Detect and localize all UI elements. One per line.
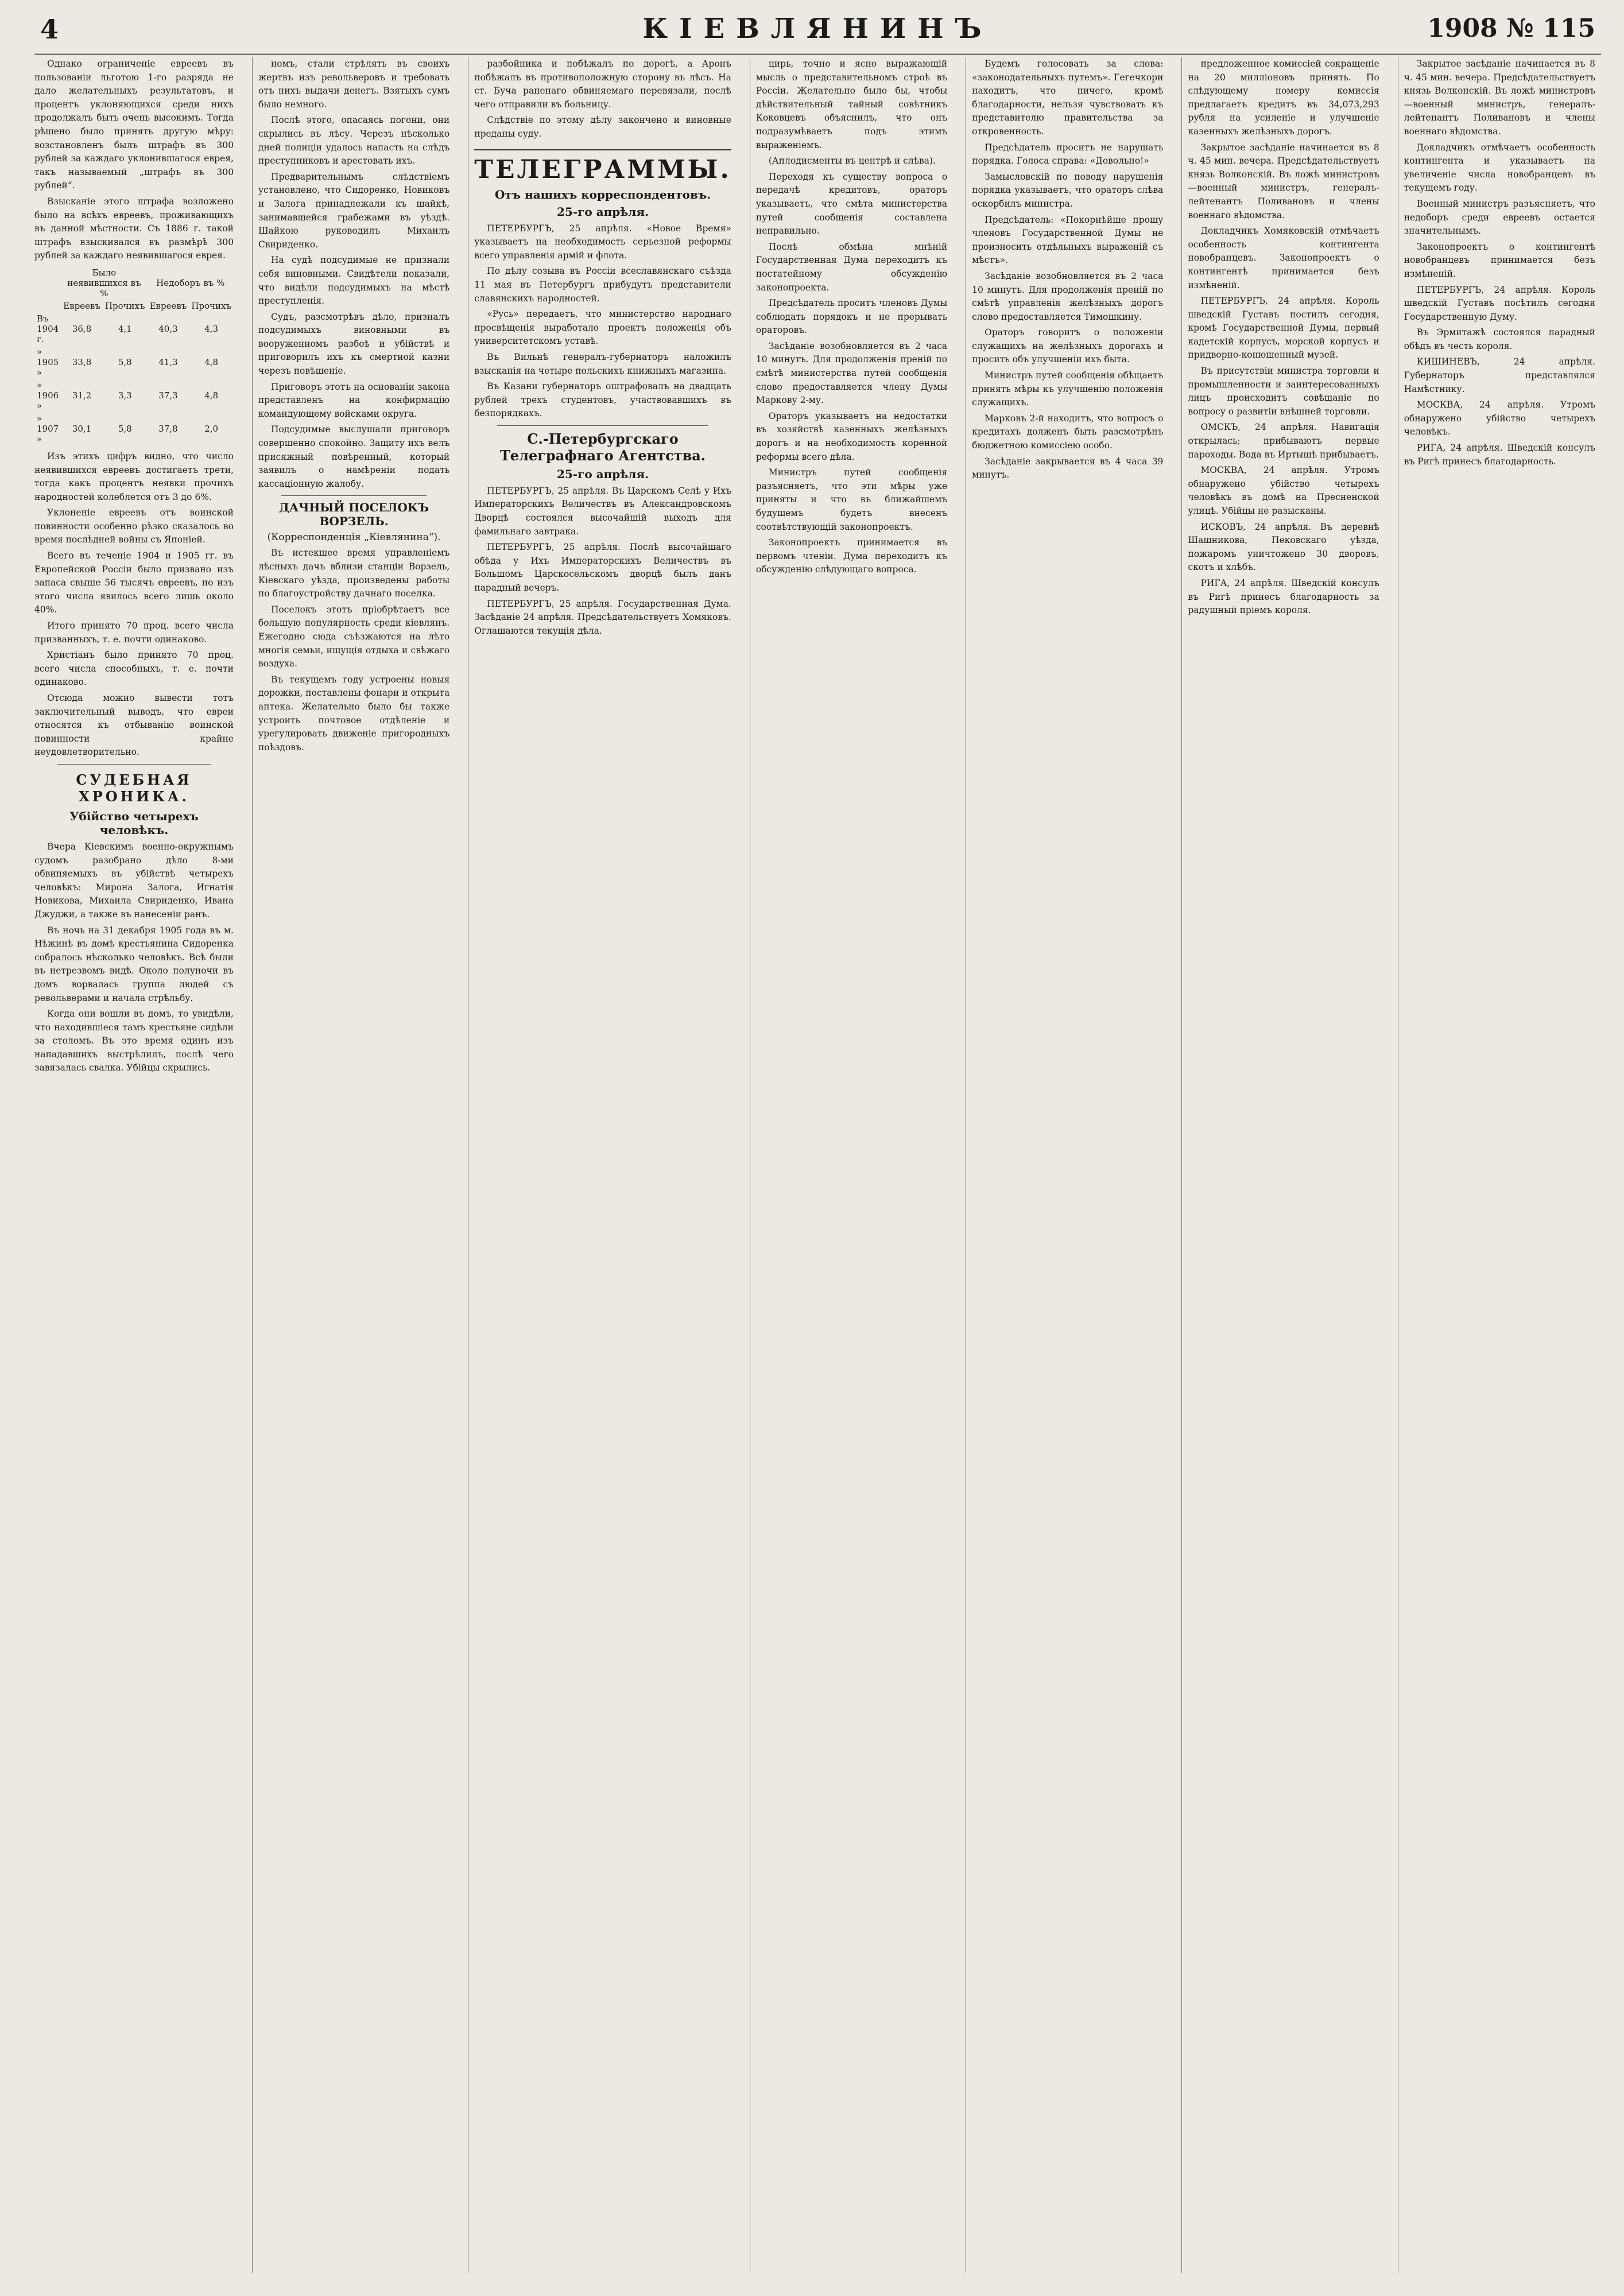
article-paragraph: ПЕТЕРБУРГЪ, 25 апрѣля. «Новое Время» указываетъ на необходимость серьезной реформы всего управленія армій и флота.: [474, 223, 731, 261]
article-paragraph: предложенное комиссіей сокращеніе на 20 милліоновъ принять. По слѣдующему номеру комиссія предлагаетъ кредитъ въ 34,073,293 рубля на усиленіе и улучшеніе казенныхъ желѣзныхъ дорогъ.: [1188, 59, 1379, 137]
table-header: Евреевъ: [63, 300, 100, 311]
article-paragraph: Итого принято 70 проц. всего числа призванныхъ, т. е. почти одинаково.: [34, 620, 234, 645]
article-paragraph: Предсѣдатель проситъ членовъ Думы соблюдать порядокъ и не прерывать ораторовъ.: [755, 298, 948, 336]
article-paragraph: Засѣданіе возобновляется въ 2 часа 10 минутъ. Для продолженія преній по смѣтѣ управленія желѣзныхъ дорогъ слово предоставляется Тимошкину.: [972, 270, 1164, 322]
article-paragraph: Марковъ 2-й находитъ, что вопросъ о кредитахъ долженъ быть разсмотрѣнъ бюджетною комиссіею особо.: [972, 413, 1164, 451]
article-paragraph: Взысканіе этого штрафа возложено было на всѣхъ евреевъ, проживающихъ въ данной мѣстности. Съ 1886 г. такой штрафъ взыскивался въ размѣрѣ 300 рублей за каждаго неявившагося еврея.: [34, 196, 234, 261]
column-4: [750, 57, 953, 2273]
article-paragraph: Министръ путей сообщенія разъясняетъ, что эти мѣры уже приняты и что въ ближайшемъ будущемъ будетъ внесенъ соотвѣтствующій законопроектъ.: [755, 467, 948, 532]
article-paragraph: Ораторъ говоритъ о положеніи служащихъ на желѣзныхъ дорогахъ и просить объ улучшеніи ихъ быта.: [972, 327, 1164, 365]
column-3: [468, 57, 737, 2273]
column-6: [1181, 57, 1385, 2273]
divider: [281, 495, 427, 496]
masthead-title: КІЕВЛЯНИНЪ: [642, 13, 993, 45]
article-paragraph: МОСКВА, 24 апрѣля. Утромъ обнаружено убійство четырехъ человѣкъ.: [1404, 400, 1595, 437]
article-paragraph: Ораторъ указываетъ на недостатки въ хозяйствѣ казенныхъ желѣзныхъ дорогъ и на необходимость коренной реформы всего дѣла.: [755, 410, 948, 462]
article-paragraph: Христіанъ было принято 70 проц. всего числа способныхъ, т. е. почти одинаково.: [34, 650, 234, 688]
article-paragraph: Въ Вильнѣ генералъ-губернаторъ наложилъ взысканія на четыре польскихъ книжныхъ магазина.: [474, 351, 731, 376]
article-paragraph: Поселокъ этотъ пріобрѣтаетъ все большую популярность среди кіевлянъ. Ежегодно сюда съѣзжаются на лѣто многія семьи, ищущія отдыха и свѣжаго воздуха.: [258, 604, 450, 669]
article-paragraph: Послѣ этого, опасаясь погони, они скрылись въ лѣсу. Черезъ нѣсколько дней полиціи удалось напасть на слѣдъ преступниковъ и арестовать ихъ.: [258, 115, 450, 166]
dateline: 25-го апрѣля.: [556, 204, 649, 219]
article-paragraph: Переходя къ существу вопроса о передачѣ кредитовъ, ораторъ указываетъ, что смѣта министерства путей сообщенія составлена неправильно.: [755, 171, 948, 236]
article-paragraph: Слѣдствіе по этому дѣлу закончено и виновные преданы суду.: [474, 115, 731, 139]
divider: [497, 425, 708, 426]
article-paragraph: Въ Казани губернаторъ оштрафовалъ на двадцать рублей трехъ студентовъ, участвовавшихъ въ безпорядкахъ.: [474, 381, 731, 419]
article-paragraph: РИГА, 24 апрѣля. Шведскій консулъ въ Ригѣ принесъ благодарность за радушный пріемъ короля.: [1188, 577, 1379, 616]
section-title: СУДЕБНАЯ ХРОНИКА.: [76, 771, 192, 805]
article-paragraph: Засѣданіе закрывается въ 4 часа 39 минутъ.: [972, 456, 1164, 480]
article-paragraph: На судѣ подсудимые не признали себя виновными. Свидѣтели показали, что видѣли подсудимыхъ на мѣстѣ преступленія.: [258, 255, 450, 307]
article-subtitle: (Корреспонденція „Кіевлянина“).: [267, 532, 441, 544]
article-paragraph: Всего въ теченіе 1904 и 1905 гг. въ Европейской Россіи было призвано изъ запаса свыше 56 тысячъ евреевъ, но изъ этого числа явилось всего лишь около 40%.: [34, 550, 234, 615]
article-paragraph: Предсѣдатель проситъ не нарушать порядка. Голоса справа: «Довольно!»: [972, 142, 1164, 166]
column-2: [252, 57, 455, 2273]
article-paragraph: номъ, стали стрѣлять въ своихъ жертвъ изъ револьверовъ и требовать отъ нихъ выдачи денегъ. Взятыхъ сумъ было немного.: [258, 59, 450, 110]
issue-number: 1908 № 115: [1427, 14, 1595, 43]
article-paragraph: ПЕТЕРБУРГЪ, 24 апрѣля. Король шведскій Густавъ посѣтилъ сегодня Государственную Думу.: [1404, 284, 1595, 322]
column-1: [34, 57, 239, 2273]
article-paragraph: Когда они вошли въ домъ, то увидѣли, что находившіеся тамъ крестьяне сидѣли за столомъ. Въ это время одинъ изъ нападавшихъ выстрѣлилъ, послѣ чего завязалась свалка. Убійцы скрылись.: [34, 1009, 234, 1073]
agency-heading: С.-Петербургскаго Телеграфнаго Агентства.: [499, 430, 706, 464]
article-paragraph: Законопроектъ принимается въ первомъ чтеніи. Дума переходитъ къ обсужденію слѣдующаго вопроса.: [755, 537, 948, 575]
article-paragraph: Отсюда можно вывести тотъ заключительный выводъ, что евреи относятся къ отбыванію воинской повинности крайне неудовлетворительно.: [34, 693, 234, 758]
table-group-row: [34, 266, 234, 300]
page-header: [34, 10, 1601, 55]
article-paragraph: разбойника и побѣжалъ по дорогѣ, а Аронъ побѣжалъ въ противоположную сторону въ лѣсъ. На ст. Буча раненаго обвиняемаго перевязали, послѣ чего отправили въ больницу.: [474, 59, 731, 110]
article-paragraph: Въ присутствіи министра торговли и промышленности и заинтересованныхъ лицъ происходитъ совѣщаніе по вопросу о развитіи внѣшней торговли.: [1188, 366, 1379, 417]
table-row: » 1907 » 30,1 5,8 37,8 2,0: [37, 413, 219, 444]
telegrams-subheading: Отъ нашихъ корреспондентовъ.: [494, 187, 711, 201]
article-paragraph: (Аплодисменты въ центрѣ и слѣва).: [768, 156, 936, 166]
divider: [57, 764, 211, 765]
table-header: Прочихъ: [104, 300, 145, 311]
article-paragraph: Подсудимые выслушали приговоръ совершенно спокойно. Защиту ихъ велъ присяжный повѣренный, который заявилъ о намѣреніи подать кассаціонную жалобу.: [258, 424, 450, 489]
article-paragraph: Въ ночь на 31 декабря 1905 года въ м. Нѣжинѣ въ домѣ крестьянина Сидоренка собралось нѣсколько человѣкъ. Всѣ были въ нетрезвомъ видѣ. Около полуночи въ домъ ворвалась группа людей съ револьверами и начала стрѣльбу.: [34, 925, 234, 1003]
article-paragraph: ИСКОВЪ, 24 апрѣля. Въ деревнѣ Шашникова, Пековскаго уѣзда, пожаромъ уничтожено 30 дворовъ, скотъ и хлѣбъ.: [1188, 521, 1379, 573]
article-paragraph: Засѣданіе возобновляется въ 2 часа 10 минутъ. Для продолженія преній по смѣтѣ министерства путей сообщенія слово предоставляется члену Думы Маркову 2-му.: [755, 340, 948, 406]
article-paragraph: Изъ этихъ цифръ видно, что число неявившихся евреевъ достигаетъ трети, тогда какъ процентъ неявки прочихъ народностей колеблется отъ 3 до 6%.: [34, 451, 234, 502]
telegrams-heading: ТЕЛЕГРАММЫ.: [474, 149, 731, 184]
table-row: » 1905 » 33,8 5,8 41,3 4,8: [37, 346, 219, 378]
table-header: Прочихъ: [191, 300, 231, 311]
article-paragraph: Предварительнымъ слѣдствіемъ установлено, что Сидоренко, Новиковъ и Залога принадлежали къ шайкѣ, занимавшейся грабежами въ уѣздѣ. Шайкою руководилъ Михаилъ Свириденко.: [258, 171, 450, 250]
column-5: [966, 57, 1169, 2273]
article-paragraph: ПЕТЕРБУРГЪ, 24 апрѣля. Король шведскій Густавъ постилъ сегодня, кромѣ Государственной Думы, первый кадетскій корпусъ, морской корпусъ и придворно-конюшенный музей.: [1188, 296, 1379, 360]
article-paragraph: Приговоръ этотъ на основаніи закона представленъ на конфирмацію командующему войсками округа.: [258, 381, 450, 419]
article-paragraph: цирь, точно и ясно выражающій мысль о представительномъ строѣ въ Россіи. Желательно было бы, чтобы дѣйствительный тайный совѣтникъ Коковцевъ объяснилъ, что онъ подразумѣваетъ подъ этимъ выраженіемъ.: [755, 59, 948, 150]
article-paragraph: Послѣ обмѣна мнѣній Государственная Дума переходитъ къ постатейному обсужденію законопроекта.: [755, 241, 948, 293]
article-paragraph: Вчера Кіевскимъ военно-окружнымъ судомъ разобрано дѣло 8-ми обвиняемыхъ въ убійствѣ четырехъ человѣкъ: Мирона Залога, Игнатія Новикова, Михаила Свириденко, Ивана Джуджи, а также въ нанесеніи ранъ.: [34, 841, 234, 920]
table-header-row: [34, 300, 234, 312]
article-paragraph: Министръ путей сообщенія обѣщаетъ принять мѣры къ улучшенію положенія служащихъ.: [972, 370, 1164, 408]
table-row: Въ 1904 г. 36,8 4,1 40,3 4,3: [37, 313, 219, 344]
article-paragraph: Въ истекшее время управленіемъ лѣсныхъ дачъ вблизи станціи Ворзель, Кіевскаго уѣзда, произведены работы по благоустройству дачнаго поселка.: [258, 548, 450, 599]
article-paragraph: Въ текущемъ году устроены новыя дорожки, поставлены фонари и открыта аптека. Желательно было бы также устроить почтовое отдѣленіе и урегулировать движеніе пригородныхъ поѣздовъ.: [258, 674, 450, 753]
article-paragraph: Закрытое засѣданіе начинается въ 8 ч. 45 мин. вечера. Предсѣдательствуетъ князь Волконскій. Въ ложѣ министровъ—военный министръ, генералъ-лейтенантъ Поливановъ и члены военнаго вѣдомства.: [1188, 142, 1379, 220]
article-paragraph: КИШИНЕВЪ, 24 апрѣля. Губернаторъ представлялся Намѣстнику.: [1404, 356, 1595, 394]
article-paragraph: МОСКВА, 24 апрѣля. Утромъ обнаружено убійство четырехъ человѣкъ въ домѣ на Пресненской улицѣ. Убійцы не разысканы.: [1188, 465, 1379, 516]
columns: [34, 57, 1601, 2273]
dateline: 25-го апрѣля.: [556, 467, 649, 481]
article-paragraph: Предсѣдатель: «Покорнѣйше прошу членовъ Государственной Думы не произносить отдѣльныхъ выраженій съ мѣстъ».: [972, 214, 1164, 266]
article-paragraph: РИГА, 24 апрѣля. Шведскій консулъ въ Ригѣ принесъ благодарность.: [1404, 443, 1595, 467]
table-header: Евреевъ: [149, 300, 187, 311]
article-paragraph: Докладчикъ Хомяковскій отмѣчаетъ особенность контингента новобранцевъ. Законопроектъ о контингентѣ принимается безъ измѣненій.: [1188, 226, 1379, 290]
article-paragraph: Законопроектъ о контингентѣ новобранцевъ принимается безъ измѣненій.: [1404, 241, 1595, 279]
article-paragraph: ПЕТЕРБУРГЪ, 25 апрѣля. Въ Царскомъ Селѣ у Ихъ Императорскихъ Величествъ въ Александровскомъ Дворцѣ состоялся высочайшій выходъ для фамильнаго завтрака.: [474, 485, 731, 537]
column-7: [1398, 57, 1601, 2273]
article-paragraph: Докладчикъ отмѣчаетъ особенность контингента и указываетъ на увеличеніе числа новобранцевъ въ текущемъ году.: [1404, 142, 1595, 193]
article-paragraph: Судъ, разсмотрѣвъ дѣло, призналъ подсудимыхъ виновными въ вооруженномъ разбоѣ и убійствѣ и приговорилъ ихъ къ смертной казни черезъ повѣшеніе.: [258, 311, 450, 377]
article-paragraph: Однако ограниченіе евреевъ въ пользованіи льготою 1-го разряда не дало желательныхъ результатовъ, и процентъ уклоняющихся среди нихъ продолжалъ быть очень высокимъ. Тогда рѣшено было принять другую мѣру: возстановленъ былъ штрафъ въ 300 рублей за каждаго уклонившагося еврея, такъ называемый „штрафъ въ 300 рублей“.: [34, 59, 234, 191]
article-paragraph: Замысловскій по поводу нарушенія порядка указываетъ, что ораторъ слѣва оскорбилъ министра.: [972, 171, 1164, 209]
page-number: 4: [40, 14, 59, 45]
article-paragraph: Уклоненіе евреевъ отъ воинской повинности особенно рѣзко сказалось во время послѣдней войны съ Японіей.: [34, 507, 234, 545]
article-paragraph: Будемъ голосовать за слова: «законодательныхъ путемъ». Гегечкори находитъ, что ничего, кромѣ благодарности, нельзя чувствовать къ представителю правительства за откровенность.: [972, 59, 1164, 137]
article-paragraph: ПЕТЕРБУРГЪ, 25 апрѣля. Государственная Дума. Засѣданіе 24 апрѣля. Предсѣдательствуетъ Хомяковъ. Оглашаются текущія дѣла.: [474, 598, 731, 636]
table-row: » 1906 » 31,2 3,3 37,3 4,8: [37, 379, 219, 411]
article-paragraph: «Русь» передаетъ, что министерство народнаго просвѣщенія выработало проектъ положенія объ университетскомъ уставѣ.: [474, 309, 731, 347]
table-group-label: Было неявившихся въ %: [67, 267, 141, 298]
article-paragraph: Въ Эрмитажѣ состоялся парадный обѣдъ въ честь короля.: [1404, 327, 1595, 351]
article-paragraph: Закрытое засѣданіе начинается въ 8 ч. 45 мин. вечера. Предсѣдательствуетъ князь Волконскій. Въ ложѣ министровъ—военный министръ, генералъ-лейтенантъ Поливановъ и члены военнаго вѣдомства.: [1404, 59, 1595, 137]
article-paragraph: ОМСКЪ, 24 апрѣля. Навигація открылась; прибываютъ первые пароходы. Вода въ Иртышѣ прибываетъ.: [1188, 422, 1379, 460]
article-paragraph: ПЕТЕРБУРГЪ, 25 апрѣля. Послѣ высочайшаго обѣда у Ихъ Императорскихъ Величествъ въ Большомъ Царскосельскомъ дворцѣ былъ данъ парадный вечеръ.: [474, 542, 731, 594]
article-title: ДАЧНЫЙ ПОСЕЛОКЪ ВОРЗЕЛЬ.: [279, 501, 429, 529]
article-subtitle: Убійство четырехъ человѣкъ.: [69, 809, 199, 837]
table-group-label: Недоборъ въ %: [156, 277, 225, 288]
article-paragraph: Военный министръ разъясняетъ, что недоборъ среди евреевъ остается значительнымъ.: [1404, 198, 1595, 236]
statistics-table: [34, 266, 234, 445]
article-paragraph: По дѣлу созыва въ Россіи всеславянскаго съѣзда 11 мая въ Петербургъ прибудутъ представители славянскихъ народностей.: [474, 266, 731, 304]
